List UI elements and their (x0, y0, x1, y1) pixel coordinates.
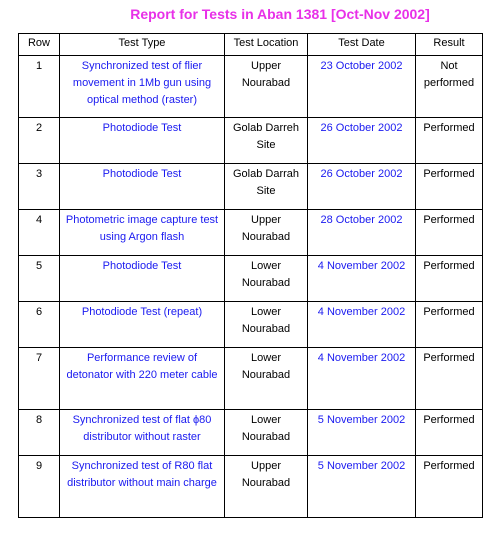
row-number: 5 (19, 256, 60, 302)
test-type: Photodiode Test (60, 118, 225, 164)
test-location: Lower Nourabad (225, 302, 308, 348)
test-date: 4 November 2002 (308, 256, 416, 302)
test-type: Photodiode Test (repeat) (60, 302, 225, 348)
row-number: 7 (19, 348, 60, 410)
test-location: Golab Darrah Site (225, 164, 308, 210)
table-row (19, 348, 483, 410)
column-header-row: Row (19, 34, 60, 56)
test-type: Photodiode Test (60, 256, 225, 302)
table-row (19, 302, 483, 348)
test-location: Upper Nourabad (225, 56, 308, 118)
test-type: Synchronized test of flat ϕ80 distributor without raster (60, 410, 225, 456)
table-row (19, 118, 483, 164)
test-date: 5 November 2002 (308, 456, 416, 518)
test-date: 4 November 2002 (308, 348, 416, 410)
table-row (19, 256, 483, 302)
test-location: Lower Nourabad (225, 348, 308, 410)
table-row (19, 56, 483, 118)
test-location: Upper Nourabad (225, 456, 308, 518)
test-result: Performed (416, 456, 483, 518)
test-type: Synchronized test of R80 flat distributor without main charge (60, 456, 225, 518)
test-date: 28 October 2002 (308, 210, 416, 256)
row-number: 3 (19, 164, 60, 210)
row-number: 8 (19, 410, 60, 456)
test-type: Photodiode Test (60, 164, 225, 210)
test-date: 23 October 2002 (308, 56, 416, 118)
test-date: 4 November 2002 (308, 302, 416, 348)
test-result: Not performed (416, 56, 483, 118)
column-header-test-type: Test Type (60, 34, 225, 56)
test-result: Performed (416, 118, 483, 164)
table-row (19, 456, 483, 518)
test-type: Synchronized test of flier movement in 1Mb gun using optical method (raster) (60, 56, 225, 118)
table-row (19, 210, 483, 256)
test-type: Photometric image capture test using Argon flash (60, 210, 225, 256)
test-location: Lower Nourabad (225, 256, 308, 302)
row-number: 6 (19, 302, 60, 348)
test-result: Performed (416, 348, 483, 410)
test-location: Lower Nourabad (225, 410, 308, 456)
header-row (19, 34, 483, 56)
row-number: 9 (19, 456, 60, 518)
test-location: Golab Darreh Site (225, 118, 308, 164)
test-result: Performed (416, 164, 483, 210)
test-result: Performed (416, 210, 483, 256)
test-date: 26 October 2002 (308, 164, 416, 210)
column-header-result: Result (416, 34, 483, 56)
column-header-test-date: Test Date (308, 34, 416, 56)
table-row (19, 164, 483, 210)
test-result: Performed (416, 256, 483, 302)
test-result: Performed (416, 410, 483, 456)
row-number: 1 (19, 56, 60, 118)
test-location: Upper Nourabad (225, 210, 308, 256)
row-number: 2 (19, 118, 60, 164)
test-result: Performed (416, 302, 483, 348)
table-row (19, 410, 483, 456)
test-date: 5 November 2002 (308, 410, 416, 456)
column-header-test-location: Test Location (225, 34, 308, 56)
report-table (18, 33, 483, 518)
report-title: Report for Tests in Aban 1381 [Oct-Nov 2002] (130, 6, 430, 22)
test-date: 26 October 2002 (308, 118, 416, 164)
test-type: Performance review of detonator with 220 meter cable (60, 348, 225, 410)
row-number: 4 (19, 210, 60, 256)
